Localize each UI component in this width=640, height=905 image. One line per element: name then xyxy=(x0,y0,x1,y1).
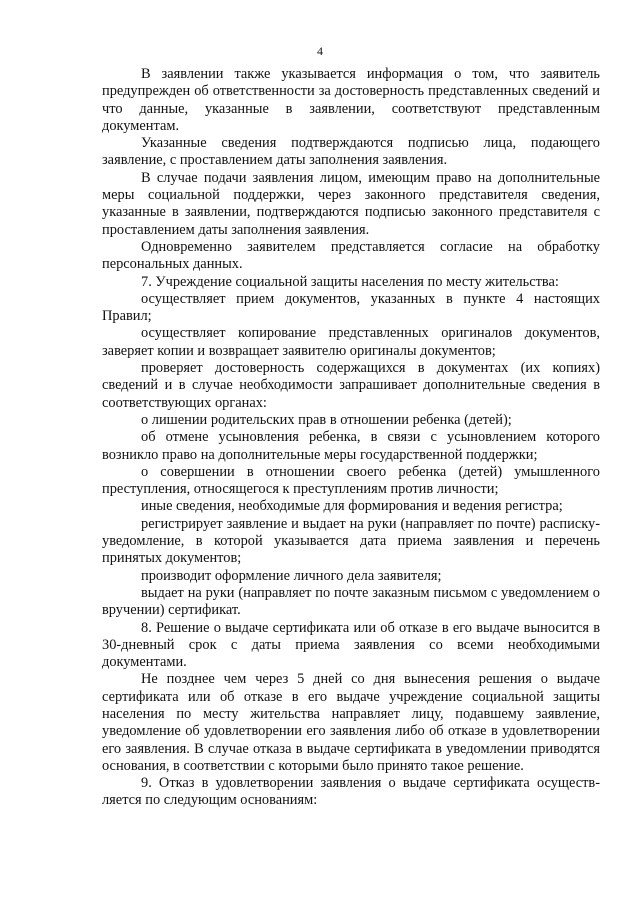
paragraph-item-9: 9. Отказ в удовлетворении заявления о выдаче сертификата осуществляется по следующим основаниям: xyxy=(102,775,600,809)
paragraph-parental-rights: о лишении родительских прав в отношении ребенка (детей); xyxy=(141,411,512,428)
paragraph-adoption-cancel: об отмене усыновления ребенка, в связи с усыновлением которого возникло право на дополнительные меры государственной поддержки; xyxy=(102,429,600,463)
paragraph-other-info: иные сведения, необходимые для формирования и ведения регистра; xyxy=(141,498,563,515)
document-body xyxy=(102,66,600,810)
paragraph-personal-file: производит оформление личного дела заявителя; xyxy=(141,567,442,584)
paragraph-statement-info: В заявлении также указывается информация о том, что заявитель предупрежден об ответственности за достоверность представленных сведений и что данные, указанные в заявлении, соответствуют представленным документам. xyxy=(102,66,600,134)
paragraph-consent: Одновременно заявителем представляется согласие на обработку персональных данных. xyxy=(102,238,600,273)
paragraph-verifies-data: проверяет достоверность содержащихся в документах (их копиях) сведений и в случае необходимости запрашивает дополнительные сведения в соответствующих органах: xyxy=(102,360,600,411)
paragraph-signature: Указанные сведения подтверждаются подписью лица, подающего заявление, с проставлением даты заполнения заявления. xyxy=(102,135,600,169)
paragraph-crime: о совершении в отношении своего ребенка (детей) умышленного преступления, относящегося к преступлениям против личности; xyxy=(102,463,600,498)
paragraph-item-8: 8. Решение о выдаче сертификата или об отказе в его выдаче выносится в 30-дневный срок с даты приема заявления со всеми необходимыми документами. xyxy=(102,619,600,671)
paragraph-item-7: 7. Учреждение социальной защиты населения по месту жительства: xyxy=(141,273,559,290)
paragraph-legal-representative: В случае подачи заявления лицом, имеющим право на дополнительные меры социальной поддержки, через законного представителя сведения, указанные в заявлении, подтверждаются подписью законного представителя с проставлением даты заполнения заявления. xyxy=(102,169,600,238)
paragraph-accepts-documents: осуществляет прием документов, указанных в пункте 4 настоящих Правил; xyxy=(102,290,600,325)
paragraph-copies-originals: осуществляет копирование представленных оригиналов документов, заверяет копии и возвращает заявителю оригиналы документов; xyxy=(102,325,600,359)
paragraph-registers: регистрирует заявление и выдает на руки (направляет по почте) расписку-уведомление, в которой указывается дата приема заявления и перечень принятых документов; xyxy=(102,515,600,567)
paragraph-issues-certificate: выдает на руки (направляет по почте заказным письмом с уведомлением о вручении) сертификат. xyxy=(102,584,600,619)
paragraph-notification: Не позднее чем через 5 дней со дня вынесения решения о выдаче сертификата или об отказе в его выдаче учреждение социальной защиты населения по месту жительства направляет лицу, подавшему заявление, уведомление об удовлетворении его заявления либо об отказе в удовлетворении его заявления. В случае отказа в выдаче сертификата в уведомлении приводятся основания, в соответствии с которыми было принято такое решение. xyxy=(102,671,600,774)
page-number: 4 xyxy=(317,44,323,58)
